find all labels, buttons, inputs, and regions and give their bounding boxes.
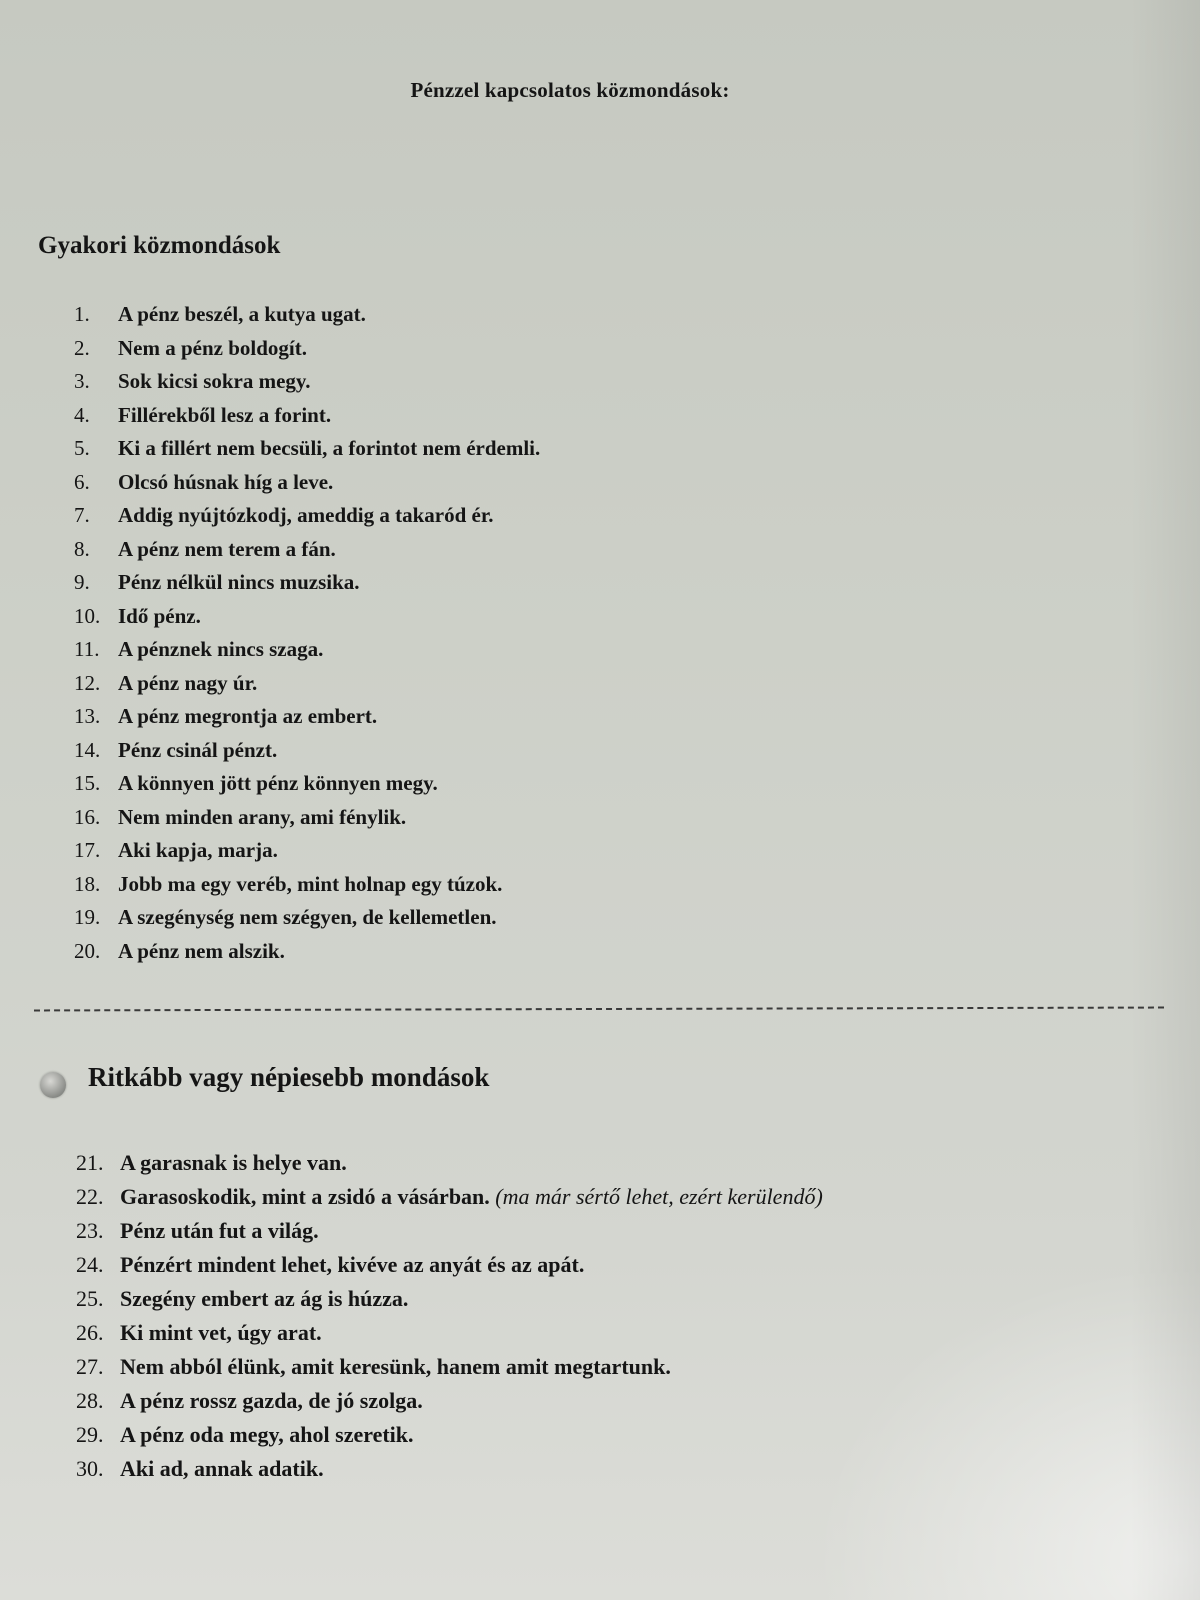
item-number: 22. xyxy=(76,1184,104,1209)
item-number: 26. xyxy=(76,1320,104,1345)
list-item xyxy=(74,700,540,734)
list-item xyxy=(74,633,540,667)
item-number: 28. xyxy=(76,1388,104,1413)
list-item xyxy=(74,901,540,935)
list-item xyxy=(74,332,540,366)
item-text: Pénz után fut a világ. xyxy=(120,1218,319,1243)
item-text: Pénz csinál pénzt. xyxy=(118,737,278,762)
list-item xyxy=(76,1248,823,1282)
document-title: Pénzzel kapcsolatos közmondások: xyxy=(410,78,730,102)
list-item xyxy=(74,734,540,768)
item-text: Pénz nélkül nincs muzsika. xyxy=(118,570,360,594)
item-number: 30. xyxy=(76,1456,104,1481)
item-number: 18. xyxy=(74,871,101,896)
item-text: Pénzért mindent lehet, kivéve az anyát és az apát. xyxy=(120,1252,585,1277)
item-text: A pénz oda megy, ahol szeretik. xyxy=(120,1422,414,1447)
item-text: A pénz rossz gazda, de jó szolga. xyxy=(120,1388,423,1413)
item-text: A könnyen jött pénz könnyen megy. xyxy=(118,771,438,795)
list-item xyxy=(76,1384,823,1418)
item-number: 15. xyxy=(74,771,101,795)
item-text: A pénz nem terem a fán. xyxy=(118,536,336,561)
item-number: 20. xyxy=(74,938,101,963)
list-item xyxy=(74,533,540,567)
list-item xyxy=(74,499,540,533)
item-number: 3. xyxy=(74,369,90,393)
item-number: 2. xyxy=(74,335,90,360)
item-text: Aki kapja, marja. xyxy=(118,838,278,862)
list-item xyxy=(74,868,540,902)
item-text: A garasnak is helye van. xyxy=(120,1150,347,1175)
item-note: (ma már sértő lehet, ezért kerülendő) xyxy=(495,1184,823,1209)
item-text: Sok kicsi sokra megy. xyxy=(118,369,311,393)
item-text: Addig nyújtózkodj, ameddig a takaród ér. xyxy=(118,503,494,527)
item-number: 4. xyxy=(74,402,90,427)
list-item xyxy=(76,1282,823,1316)
item-number: 24. xyxy=(76,1252,104,1277)
item-number: 14. xyxy=(74,737,101,762)
item-number: 19. xyxy=(74,905,101,929)
list-item xyxy=(74,667,540,701)
item-number: 11. xyxy=(74,637,100,661)
item-text: Fillérekből lesz a forint. xyxy=(118,402,332,427)
item-text: A pénz nagy úr. xyxy=(118,670,258,695)
item-text: A szegénység nem szégyen, de kellemetlen. xyxy=(118,905,497,929)
section-heading-common: Gyakori közmondások xyxy=(38,232,281,259)
item-number: 25. xyxy=(76,1286,104,1311)
item-text: Ki a fillért nem becsüli, a forintot nem érdemli. xyxy=(118,436,541,460)
item-text: Olcsó húsnak híg a leve. xyxy=(118,469,334,494)
item-text: A pénznek nincs szaga. xyxy=(118,637,324,661)
item-number: 27. xyxy=(76,1354,104,1379)
list-item xyxy=(74,399,540,433)
list-item xyxy=(76,1214,823,1248)
item-text: Garasoskodik, mint a zsidó a vásárban. xyxy=(120,1184,490,1209)
item-number: 16. xyxy=(74,804,101,829)
list-item xyxy=(74,600,540,634)
item-number: 17. xyxy=(74,838,101,862)
item-text: A pénz nem alszik. xyxy=(118,938,285,963)
list-item xyxy=(76,1418,823,1452)
list-item xyxy=(74,935,540,969)
item-number: 6. xyxy=(74,469,90,494)
list-item xyxy=(76,1350,823,1384)
item-text: Ki mint vet, úgy arat. xyxy=(120,1320,322,1345)
item-text: Nem minden arany, ami fénylik. xyxy=(118,804,407,829)
item-number: 13. xyxy=(74,704,101,728)
list-item xyxy=(74,432,540,466)
item-number: 23. xyxy=(76,1218,104,1243)
item-number: 9. xyxy=(74,570,90,594)
list-item xyxy=(74,298,540,332)
item-number: 8. xyxy=(74,536,90,561)
item-number: 29. xyxy=(76,1422,104,1447)
list-item xyxy=(74,834,540,868)
list-item xyxy=(76,1180,823,1214)
item-number: 21. xyxy=(76,1150,104,1175)
list-item xyxy=(74,566,540,600)
page-shadow xyxy=(1130,0,1200,1600)
list-item xyxy=(74,801,540,835)
item-text: Nem a pénz boldogít. xyxy=(118,335,307,360)
dashed-divider xyxy=(34,1007,1164,1012)
list-item xyxy=(76,1146,823,1180)
list-item xyxy=(76,1316,823,1350)
item-text: A pénz beszél, a kutya ugat. xyxy=(118,302,366,326)
item-number: 12. xyxy=(74,670,101,695)
item-number: 7. xyxy=(74,503,90,527)
proverb-list-common xyxy=(74,298,540,968)
list-item xyxy=(74,466,540,500)
item-text: Szegény embert az ág is húzza. xyxy=(120,1286,409,1311)
item-number: 5. xyxy=(74,436,90,460)
list-item xyxy=(74,365,540,399)
item-text: Aki ad, annak adatik. xyxy=(120,1456,324,1481)
item-text: Jobb ma egy veréb, mint holnap egy túzok. xyxy=(118,871,503,896)
proverb-list-rare xyxy=(76,1146,823,1486)
item-text: Idő pénz. xyxy=(118,603,201,628)
item-number: 10. xyxy=(74,603,101,628)
section-heading-rare: Ritkább vagy népiesebb mondások xyxy=(88,1062,490,1092)
item-text: Nem abból élünk, amit keresünk, hanem amit megtartunk. xyxy=(120,1354,671,1379)
bullet-circle-icon xyxy=(40,1072,66,1098)
list-item xyxy=(76,1452,823,1486)
item-text: A pénz megrontja az embert. xyxy=(118,704,378,728)
list-item xyxy=(74,767,540,801)
item-number: 1. xyxy=(74,302,90,326)
